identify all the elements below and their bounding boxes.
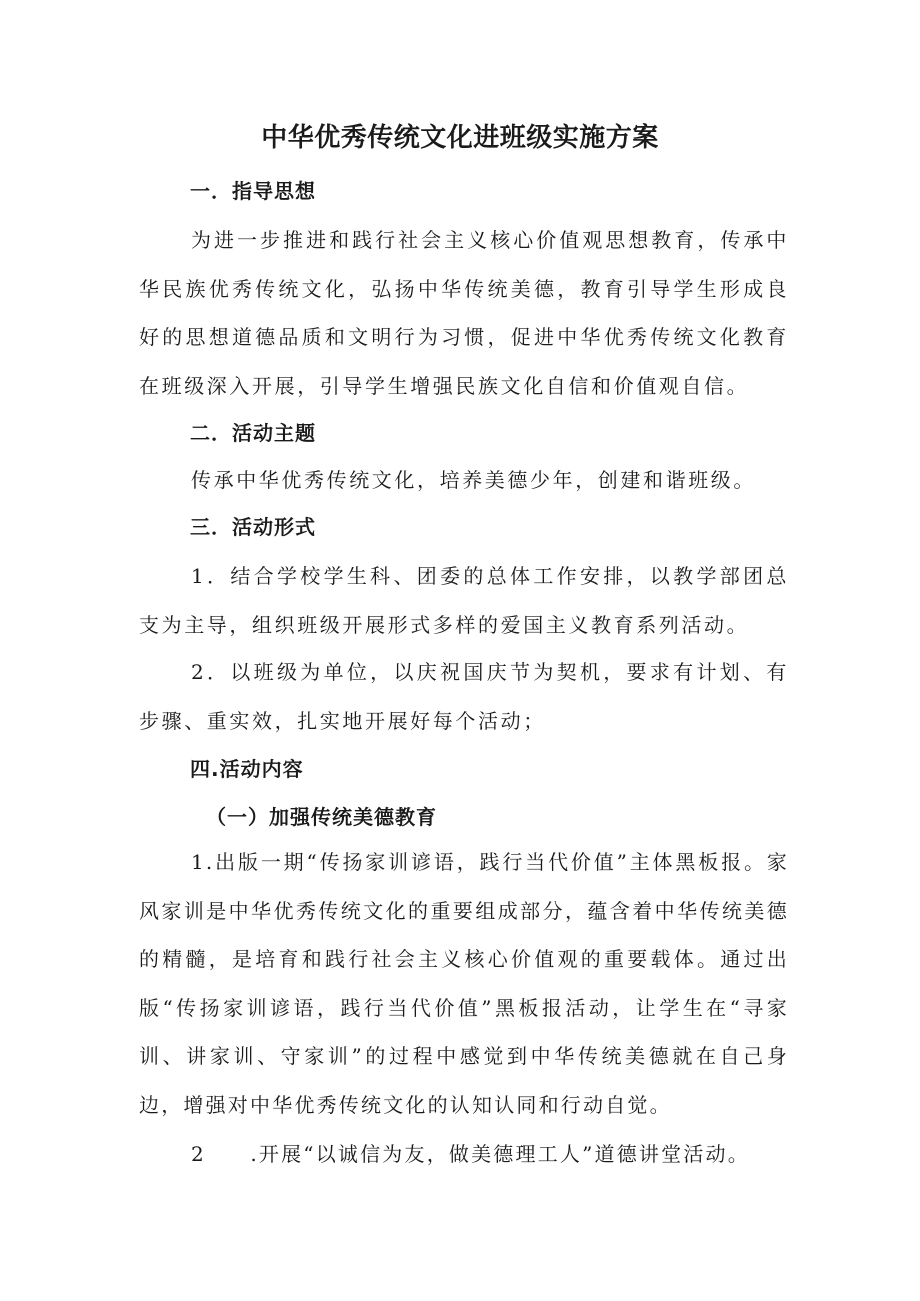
section-2-heading: 二．活动主题 (190, 421, 316, 445)
section-4-subheading: （一）加强传统美德教育 (206, 805, 437, 829)
section-4-heading: 四.活动内容 (190, 757, 304, 781)
section-3-item-1: 1．结合学校学生科、团委的总体工作安排，以教学部团总支为主导，组织班级开展形式多样的爱国主义教育系列活动。 (139, 564, 789, 637)
section-3-item-2: 2．以班级为单位，以庆祝国庆节为契机，要求有计划、有步骤、重实效，扎实地开展好每个活动； (139, 660, 789, 733)
section-4-item-1: 1.出版一期“传扬家训谚语，践行当代价值”主体黑板报。家风家训是中华优秀传统文化的重要组成部分，蕴含着中华传统美德的精髓，是培育和践行社会主义核心价值观的重要载体。通过出版“传扬家训谚语，践行当代价值”黑板报活动，让学生在“寻家训、讲家训、守家训”的过程中感觉到中华传统美德就在自己身边，增强对中华优秀传统文化的认知认同和行动自觉。 (139, 850, 789, 1117)
section-2-paragraph: 传承中华优秀传统文化，培养美德少年，创建和谐班级。 (191, 468, 756, 492)
section-3-heading: 三．活动形式 (190, 515, 316, 539)
document-title: 中华优秀传统文化进班级实施方案 (261, 123, 659, 153)
section-1-paragraph: 为进一步推进和践行社会主义核心价值观思想教育，传承中华民族优秀传统文化，弘扬中华传统美德，教育引导学生形成良好的思想道德品质和文明行为习惯，促进中华优秀传统文化教育在班级深入开展，引导学生增强民族文化自信和价值观自信。 (139, 228, 789, 398)
section-4-item-2: 2 .开展“以诚信为友，做美德理工人”道德讲堂活动。 (191, 1142, 750, 1166)
section-1-heading: 一．指导思想 (190, 179, 316, 203)
